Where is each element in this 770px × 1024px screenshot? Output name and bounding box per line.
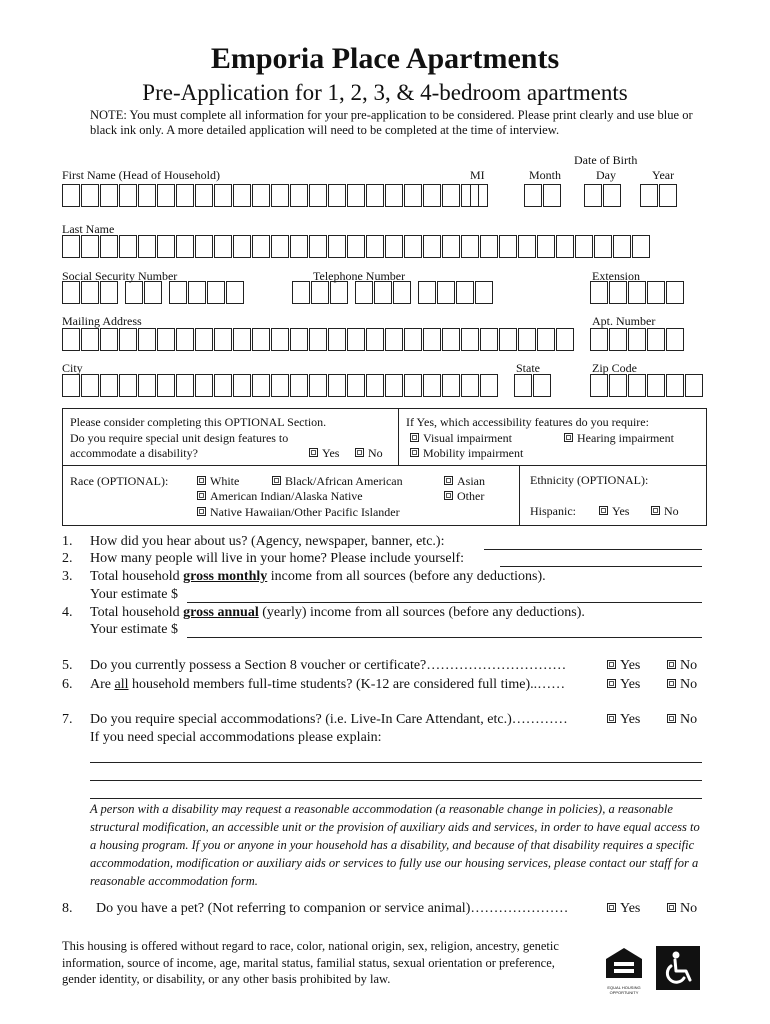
- dob-label: Date of Birth: [574, 153, 638, 167]
- first-name-label: First Name (Head of Household): [62, 168, 220, 182]
- city-input[interactable]: [62, 374, 499, 399]
- state-input[interactable]: [514, 374, 552, 399]
- annual-estimate-line[interactable]: [187, 637, 702, 638]
- q8-yes-option[interactable]: Yes: [607, 901, 640, 917]
- ssn-input[interactable]: [62, 281, 245, 306]
- year-label: Year: [652, 168, 675, 182]
- question-6: Are all household members full-time students? (K-12 are considered full time)..……: [90, 677, 566, 692]
- ssn-label: Social Security Number: [62, 269, 178, 283]
- q6-yes-option[interactable]: Yes: [607, 677, 640, 693]
- instructions-note: NOTE: You must complete all information for your pre-application to be considered. Please print clearly and use blue or black ink only. A more detailed application will need to be completed at the time of interview.: [90, 108, 693, 137]
- mailing-label: Mailing Address: [62, 314, 142, 328]
- checkbox-icon[interactable]: [197, 476, 206, 485]
- q7-yes-option[interactable]: Yes: [607, 712, 640, 728]
- question-number: 8.: [62, 901, 73, 916]
- mi-label: MI: [470, 168, 485, 182]
- checkbox-icon[interactable]: [272, 476, 281, 485]
- race-other-option[interactable]: Other: [444, 489, 484, 504]
- q5-yes-option[interactable]: Yes: [607, 658, 640, 674]
- hispanic-no-option[interactable]: No: [651, 504, 679, 519]
- race-label: Race (OPTIONAL):: [70, 474, 169, 488]
- dob-year-input[interactable]: [640, 184, 678, 209]
- optional-line2: Do you require special unit design features to: [70, 431, 289, 445]
- checkbox-icon[interactable]: [607, 714, 616, 723]
- checkbox-icon[interactable]: [197, 507, 206, 516]
- checkbox-icon[interactable]: [607, 679, 616, 688]
- question-7: Do you require special accommodations? (i.e. Live-In Care Attendant, etc.)…………: [90, 712, 568, 727]
- features-question: If Yes, which accessibility features do you require:: [406, 415, 649, 429]
- page-title: Emporia Place Apartments: [210, 42, 560, 75]
- apt-label: Apt. Number: [592, 314, 656, 328]
- checkbox-icon[interactable]: [444, 476, 453, 485]
- first-name-input[interactable]: [62, 184, 480, 209]
- question-number: 7.: [62, 712, 73, 727]
- checkbox-icon[interactable]: [667, 679, 676, 688]
- phone-label: Telephone Number: [313, 269, 406, 283]
- checkbox-icon[interactable]: [197, 491, 206, 500]
- monthly-estimate-label: Your estimate $: [90, 587, 179, 602]
- annual-estimate-label: Your estimate $: [90, 622, 179, 637]
- phone-input[interactable]: [292, 281, 494, 306]
- checkbox-icon[interactable]: [667, 903, 676, 912]
- checkbox-icon[interactable]: [564, 433, 573, 442]
- visual-impairment-option[interactable]: Visual impairment: [410, 431, 512, 446]
- disability-no-option[interactable]: No: [355, 446, 383, 461]
- question-8: Do you have a pet? (Not referring to companion or service animal)…………………: [96, 901, 569, 916]
- city-label: City: [62, 361, 83, 375]
- explain-line[interactable]: [90, 762, 702, 763]
- hispanic-yes-option[interactable]: Yes: [599, 504, 629, 519]
- checkbox-icon[interactable]: [355, 448, 364, 457]
- question-7b: If you need special accommodations please explain:: [90, 730, 382, 745]
- accessibility-icon: [656, 946, 700, 990]
- disability-accommodation-note: A person with a disability may request a reasonable accommodation (a reasonable change in policies), a reasonable structural modification, an accessible unit or the provision of auxiliary aids and services, in order to have equal access to a housing program. If you or anyone in your household has a disability, and because of that disability requires a specific accommodation, modification or auxiliary aids or services to fully use our housing services, please contact our staff for a reasonable accommodation form.: [90, 802, 700, 888]
- q8-no-option[interactable]: No: [667, 901, 697, 917]
- last-name-label: Last Name: [62, 222, 115, 236]
- question-1: How did you hear about us? (Agency, newspaper, banner, etc.):: [90, 534, 445, 549]
- mailing-address-input[interactable]: [62, 328, 575, 353]
- state-label: State: [516, 361, 540, 375]
- race-black-option[interactable]: Black/African American: [272, 474, 403, 489]
- optional-line1: Please consider completing this OPTIONAL Section.: [70, 415, 327, 429]
- explain-line[interactable]: [90, 798, 702, 799]
- monthly-estimate-line[interactable]: [187, 602, 702, 603]
- eho-caption: EQUAL HOUSING OPPORTUNITY: [607, 985, 641, 995]
- question-number: 2.: [62, 551, 73, 566]
- question-number: 5.: [62, 658, 73, 673]
- equal-housing-icon: [602, 946, 646, 980]
- checkbox-icon[interactable]: [667, 660, 676, 669]
- zip-label: Zip Code: [592, 361, 637, 375]
- mi-input[interactable]: [470, 184, 489, 209]
- equal-housing-logo: [602, 946, 646, 995]
- extension-label: Extension: [592, 269, 640, 283]
- question-number: 6.: [62, 677, 73, 692]
- question-4: Total household gross annual (yearly) income from all sources (before any deductions).: [90, 605, 585, 620]
- mobility-impairment-option[interactable]: Mobility impairment: [410, 446, 523, 461]
- q6-no-option[interactable]: No: [667, 677, 697, 693]
- question-number: 3.: [62, 569, 73, 584]
- day-label: Day: [596, 168, 616, 182]
- dob-month-input[interactable]: [524, 184, 562, 209]
- extension-input[interactable]: [590, 281, 685, 306]
- race-hawaiian-option[interactable]: Native Hawaiian/Other Pacific Islander: [197, 505, 400, 520]
- hearing-impairment-option[interactable]: Hearing impairment: [564, 431, 674, 446]
- checkbox-icon[interactable]: [651, 506, 660, 515]
- question-2-answer-line[interactable]: [500, 566, 702, 567]
- question-number: 4.: [62, 605, 73, 620]
- question-2: How many people will live in your home? Please include yourself:: [90, 551, 465, 566]
- race-white-option[interactable]: White: [197, 474, 239, 489]
- race-american-indian-option[interactable]: American Indian/Alaska Native: [197, 489, 363, 504]
- q7-no-option[interactable]: No: [667, 712, 697, 728]
- question-3: Total household gross monthly income from all sources (before any deductions).: [90, 569, 546, 584]
- question-1-answer-line[interactable]: [484, 549, 702, 550]
- ethnicity-label: Ethnicity (OPTIONAL):: [530, 473, 649, 487]
- explain-line[interactable]: [90, 780, 702, 781]
- month-label: Month: [529, 168, 562, 182]
- optional-line3: accommodate a disability?: [70, 446, 198, 460]
- checkbox-icon[interactable]: [667, 714, 676, 723]
- question-5: Do you currently possess a Section 8 voucher or certificate?…………………………: [90, 658, 567, 673]
- dob-day-input[interactable]: [584, 184, 622, 209]
- checkbox-icon[interactable]: [410, 433, 419, 442]
- zip-input[interactable]: [590, 374, 704, 399]
- non-discrimination-statement: This housing is offered without regard to race, color, national origin, sex, religion, ancestry, genetic information, source of income, age, marital status, familial status, sexual orientation or preference, gender identity, or disability, or any other basis prohibited by law.: [62, 939, 559, 986]
- hispanic-label: Hispanic:: [530, 504, 576, 518]
- checkbox-icon[interactable]: [607, 903, 616, 912]
- checkbox-icon[interactable]: [444, 491, 453, 500]
- q5-no-option[interactable]: No: [667, 658, 697, 674]
- last-name-input[interactable]: [62, 235, 651, 260]
- checkbox-icon[interactable]: [607, 660, 616, 669]
- disability-yes-option[interactable]: Yes: [309, 446, 339, 461]
- race-asian-option[interactable]: Asian: [444, 474, 485, 489]
- page-subtitle: Pre-Application for 1, 2, 3, & 4-bedroom apartments: [142, 80, 628, 105]
- checkbox-icon[interactable]: [410, 448, 419, 457]
- question-number: 1.: [62, 534, 73, 549]
- checkbox-icon[interactable]: [599, 506, 608, 515]
- checkbox-icon[interactable]: [309, 448, 318, 457]
- apt-number-input[interactable]: [590, 328, 685, 353]
